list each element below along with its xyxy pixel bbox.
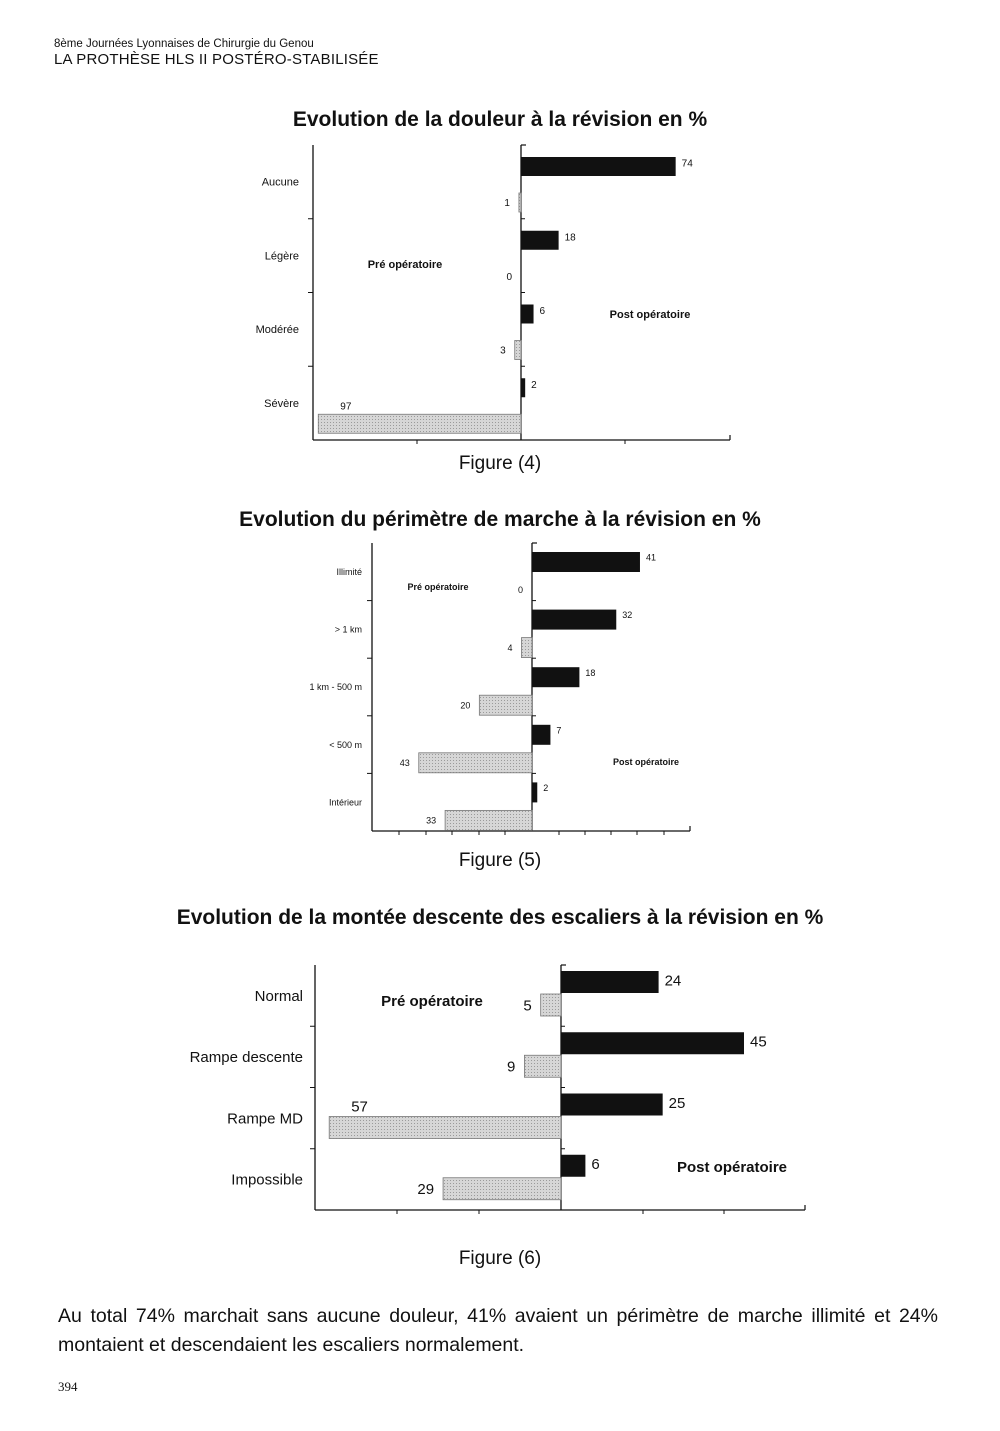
post-operative-label: Post opératoire <box>676 1159 788 1176</box>
pre-value-label: 97 <box>340 401 352 413</box>
category-label: Légère <box>264 250 299 263</box>
post-bar <box>532 610 616 630</box>
pre-bar <box>519 193 521 212</box>
summary-paragraph: Au total 74% marchait sans aucune douleur, 41% avaient un périmètre de marche illimité et 24% montaient et descendaient les escaliers normalement. <box>58 1305 938 1357</box>
category-label: Modérée <box>255 324 299 337</box>
pre-value-label: 4 <box>507 642 513 653</box>
post-operative-label: Post opératoire <box>609 309 691 321</box>
figure6-chart <box>0 955 1000 1235</box>
pre-bar <box>524 1055 561 1077</box>
figure5-caption: Figure (5) <box>458 850 542 871</box>
pre-value-label: 20 <box>460 700 471 711</box>
category-label: 1 km - 500 m <box>309 682 362 693</box>
pre-bar <box>318 414 521 433</box>
pre-operative-label: Pré opératoire <box>381 993 483 1010</box>
post-bar <box>561 1032 744 1054</box>
figure4-caption: Figure (4) <box>458 453 542 474</box>
category-label: Impossible <box>231 1171 303 1189</box>
post-bar <box>532 782 537 802</box>
pre-bar <box>521 638 532 658</box>
category-label: Aucune <box>261 176 299 189</box>
pre-value-label: 33 <box>426 815 437 826</box>
post-bar <box>521 231 559 250</box>
post-value-label: 18 <box>585 667 596 678</box>
pre-bar <box>443 1178 561 1200</box>
category-label: Normal <box>254 987 303 1005</box>
post-value-label: 6 <box>591 1156 600 1173</box>
post-value-label: 45 <box>750 1033 767 1051</box>
post-value-label: 2 <box>531 379 537 391</box>
post-value-label: 7 <box>556 725 562 736</box>
pre-value-label: 57 <box>351 1098 368 1116</box>
pre-value-label: 43 <box>399 757 410 768</box>
pre-operative-label: Pré opératoire <box>367 259 443 271</box>
conference-name: 8ème Journées Lyonnaises de Chirurgie du Genou <box>54 38 314 50</box>
figure6-caption: Figure (6) <box>458 1248 542 1269</box>
post-value-label: 6 <box>539 306 546 317</box>
post-bar <box>561 1094 663 1116</box>
post-value-label: 2 <box>543 782 549 793</box>
figure6-title: Evolution de la montée descente des escaliers à la révision en % <box>176 906 824 929</box>
figure4-chart <box>0 140 1000 455</box>
pre-value-label: 29 <box>417 1181 435 1198</box>
pre-value-label: 3 <box>500 345 506 357</box>
pre-bar <box>541 994 561 1016</box>
post-value-label: 32 <box>622 610 633 621</box>
figure5-title: Evolution du périmètre de marche à la révision en % <box>239 508 761 531</box>
category-label: > 1 km <box>334 624 362 635</box>
category-label: < 500 m <box>329 739 362 750</box>
figure5-chart <box>0 538 1000 848</box>
pre-bar <box>329 1117 561 1139</box>
post-bar <box>521 157 676 176</box>
post-value-label: 25 <box>668 1094 686 1112</box>
page-header <box>54 38 379 68</box>
pre-bar <box>419 753 532 773</box>
category-label: Rampe descente <box>189 1049 303 1067</box>
pre-bar <box>515 341 521 360</box>
category-label: Sévère <box>264 397 299 410</box>
page-number: 394 <box>58 1379 78 1394</box>
category-label: Rampe MD <box>227 1110 303 1128</box>
article-title: LA PROTHÈSE HLS II POSTÉRO-STABILISÉE <box>54 51 379 69</box>
post-operative-label: Post opératoire <box>612 757 680 767</box>
post-bar <box>561 971 659 993</box>
pre-operative-label: Pré opératoire <box>407 582 469 592</box>
post-bar <box>532 725 550 745</box>
post-bar <box>521 378 525 397</box>
post-bar <box>532 552 640 572</box>
pre-bar <box>445 810 532 830</box>
post-value-label: 18 <box>564 232 576 244</box>
category-label: Illimité <box>336 566 362 577</box>
post-bar <box>532 667 579 687</box>
post-value-label: 24 <box>664 972 682 990</box>
post-bar <box>561 1155 585 1177</box>
post-value-label: 41 <box>645 552 656 563</box>
pre-value-label: 0 <box>517 585 523 596</box>
category-label: Intérieur <box>328 797 362 808</box>
pre-value-label: 5 <box>523 997 532 1015</box>
pre-value-label: 1 <box>504 198 510 209</box>
post-bar <box>521 305 534 324</box>
post-value-label: 74 <box>681 158 693 170</box>
pre-value-label: 9 <box>507 1058 516 1076</box>
pre-value-label: 0 <box>506 271 512 283</box>
pre-bar <box>479 695 532 715</box>
figure4-title: Evolution de la douleur à la révision en % <box>292 108 708 131</box>
